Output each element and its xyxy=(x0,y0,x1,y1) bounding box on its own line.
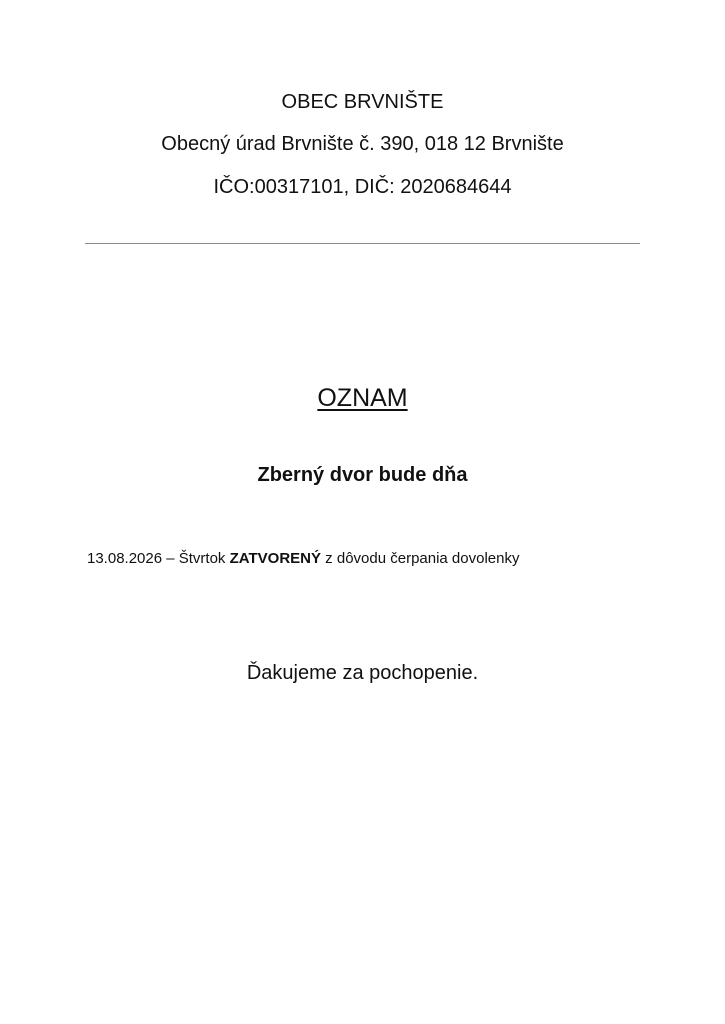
announcement-heading xyxy=(0,383,725,413)
closure-status: ZATVORENÝ xyxy=(229,550,322,567)
announcement-heading-text: OZNAM xyxy=(317,384,408,412)
header-divider xyxy=(85,243,640,244)
thank-you-note: Ďakujeme za pochopenie. xyxy=(246,662,479,684)
office-address: Obecný úrad Brvnište č. 390, 018 12 Brvnište xyxy=(161,133,564,155)
tax-identifiers: IČO:00317101, DIČ: 2020684644 xyxy=(213,176,512,198)
closure-reason: z dôvodu čerpania dovolenky xyxy=(321,550,520,567)
closure-date: 13.08.2026 – Štvrtok xyxy=(87,550,230,567)
closure-notice xyxy=(87,549,519,569)
municipality-name: OBEC BRVNIŠTE xyxy=(281,91,444,113)
announcement-subtitle: Zberný dvor bude dňa xyxy=(257,464,468,486)
